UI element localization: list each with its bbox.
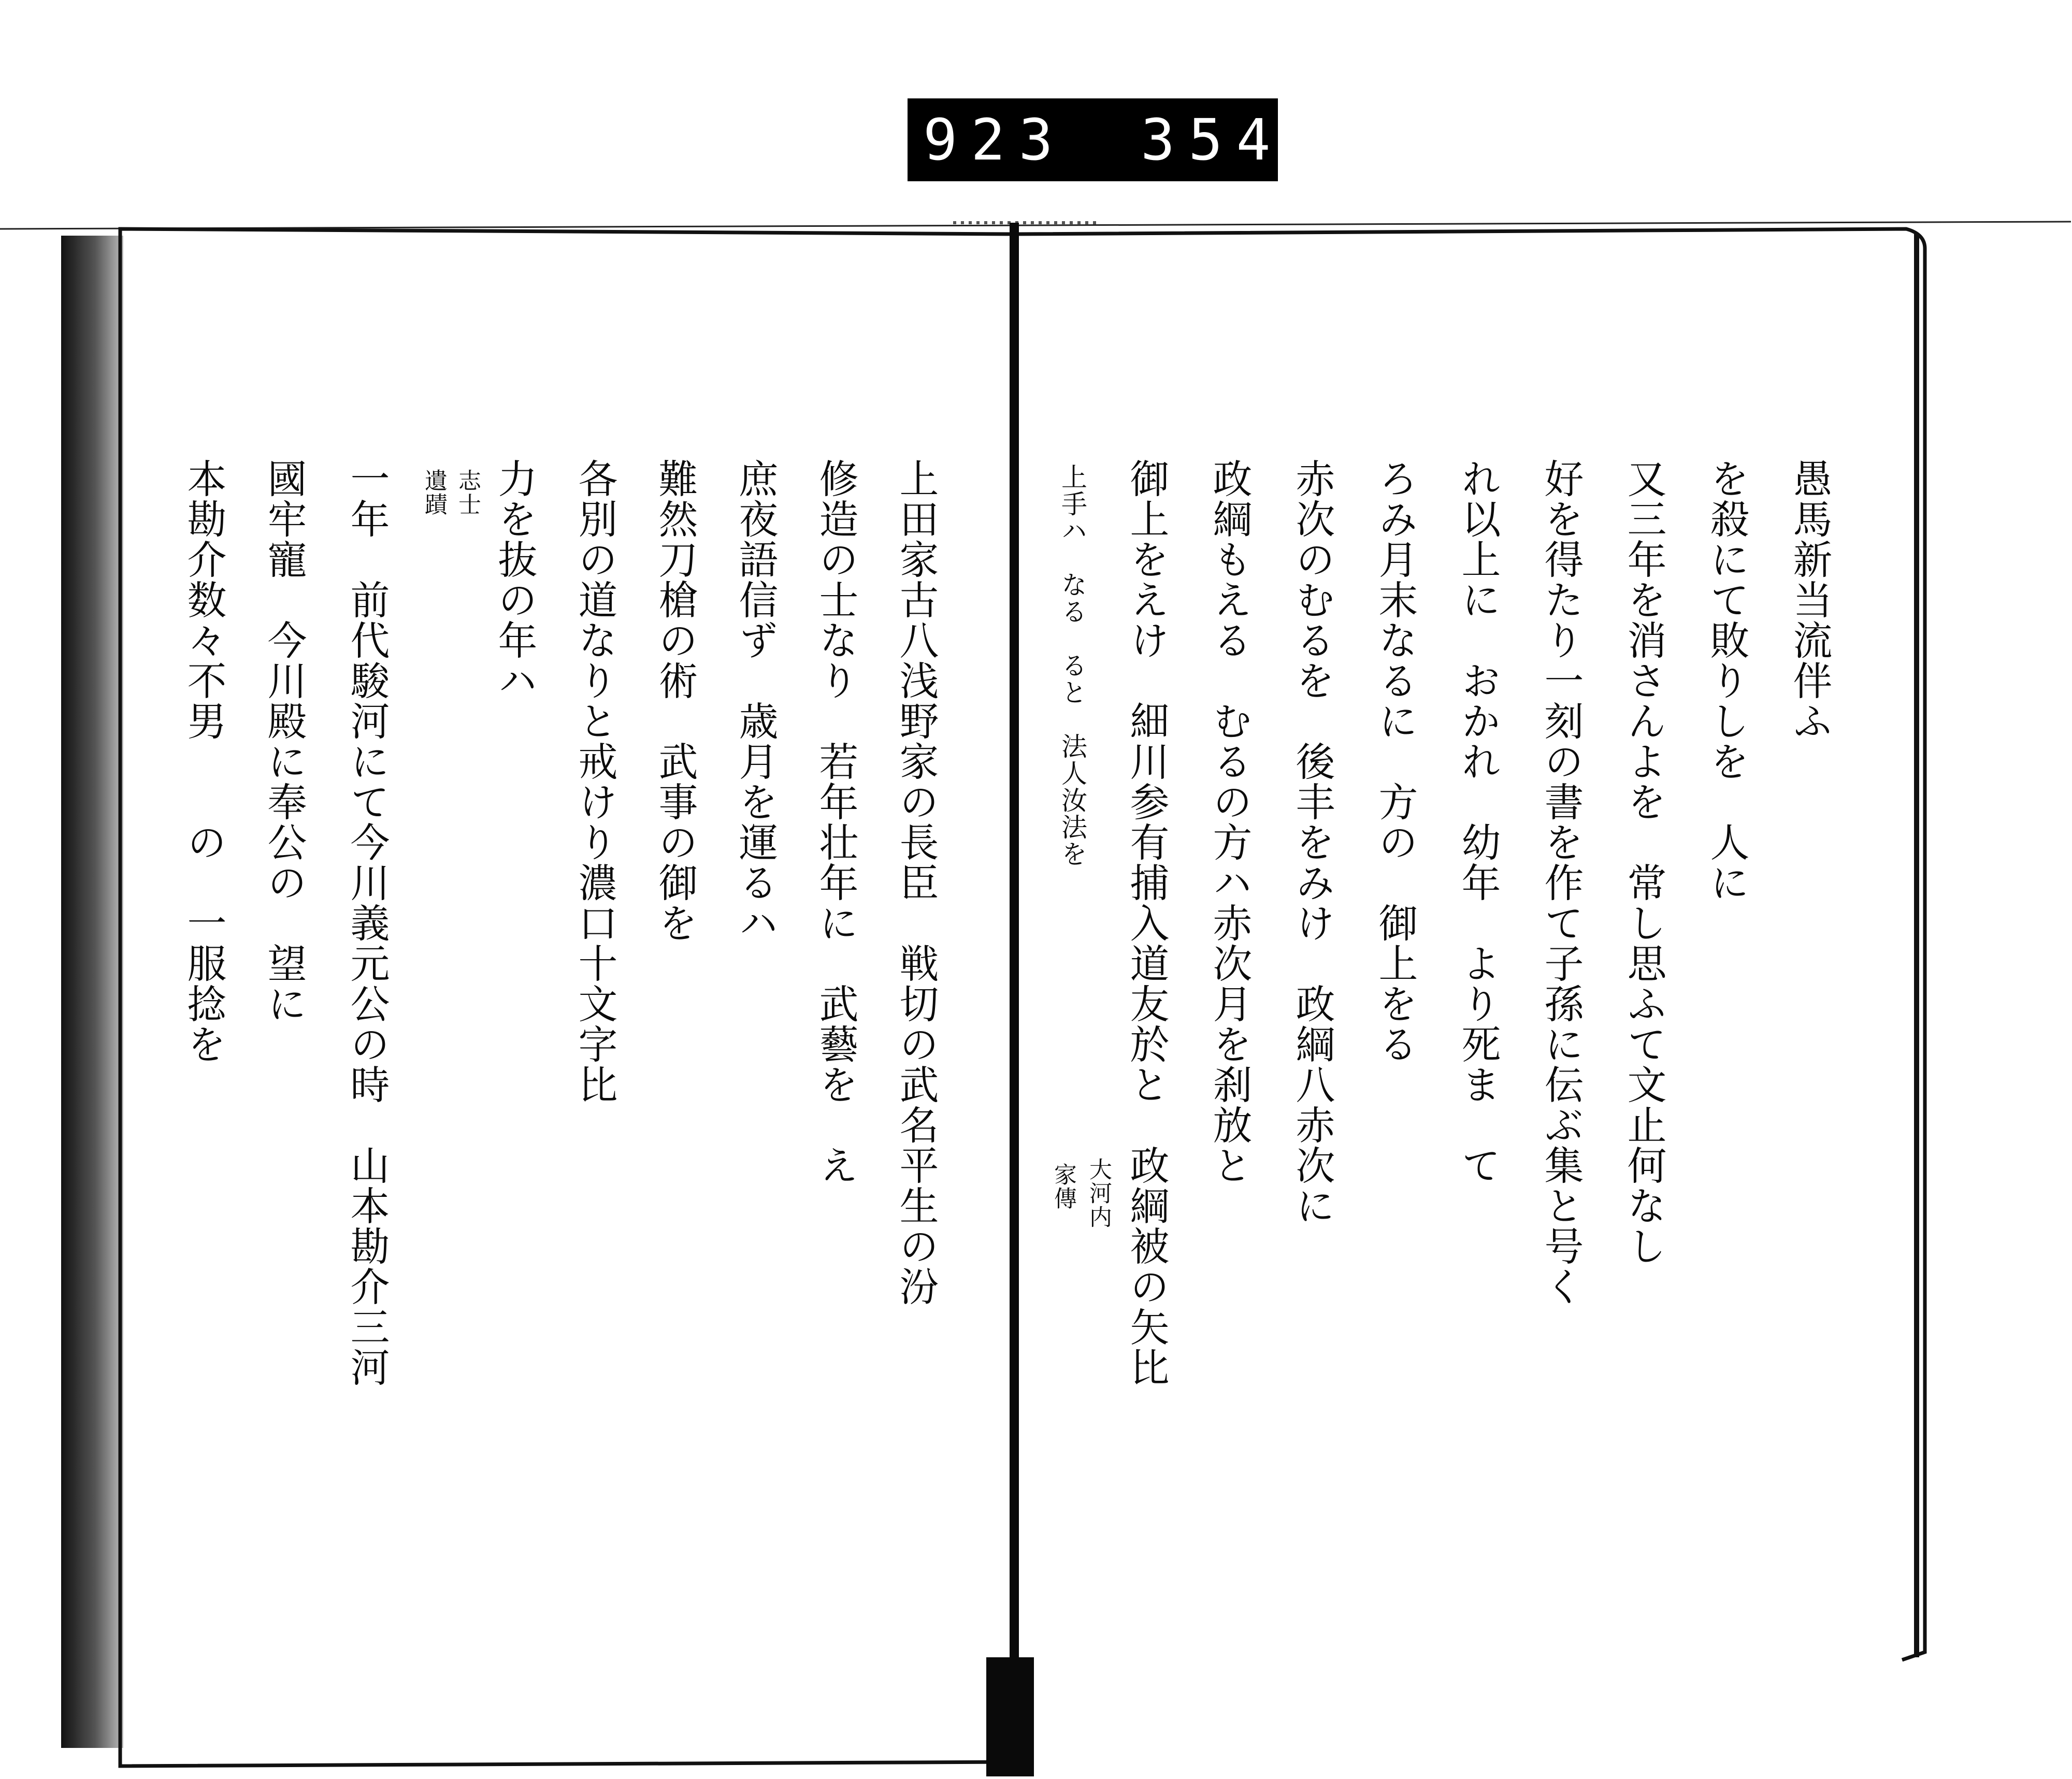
right-page-line-3: 又三年を消さんよを 常し思ふて文止何なし — [1621, 458, 1667, 1266]
right-page-line-10: 上手ハ なる ると 法人汝法を — [1057, 464, 1087, 867]
left-page-line-8: 國牢寵 今川殿に奉公の 望に — [261, 458, 307, 1024]
right-page-line-1: 愚馬新当流伴ふ — [1787, 458, 1833, 741]
left-page-line-7: 一年 前代駿河にて今川義元公の時 山本勘介三河 — [344, 458, 390, 1387]
right-page-line-9: 御上をえけ 細川参有捕入道友於と 政綱被の矢比 — [1124, 458, 1170, 1387]
right-page-line-4: 好を得たり一刻の書を作て子孫に伝ぶ集と号く — [1538, 458, 1584, 1307]
left-page-line-4: 難然刀槍の術 武事の御を — [652, 458, 698, 943]
left-page-line-9: 本勘介数々不男 の 一服捻を — [181, 458, 227, 1064]
left-page-line-1: 上田家古八浅野家の長臣 戦切の武名平生の汾 — [893, 458, 939, 1307]
right-page-line-5: れ以上に おかれ 幼年 より死ま て — [1455, 458, 1501, 1185]
left-page-line-2: 修造の士なり 若年壮年に 武藝を え — [813, 458, 859, 1185]
left-page-line-3: 庶夜語信ず 歳月を運るハ — [732, 458, 779, 943]
spine-binding-block — [986, 1657, 1034, 1776]
right-page-signature-1: 大河内 — [1085, 1158, 1112, 1229]
right-page-line-8: 政綱もえる むるの方ハ赤次月を刹放と — [1206, 458, 1253, 1185]
left-edge-shadow — [61, 236, 123, 1748]
left-page-line-5: 各別の道なりと戒けり濃口十文字比 — [572, 458, 618, 1105]
right-page-signature-2: 家傳 — [1050, 1163, 1076, 1210]
catalogue-number-left: 923 — [923, 107, 1067, 173]
right-page-line-2: を殺にて敗りしを 人に — [1704, 458, 1750, 903]
left-page-heading-2: 遺蹟 — [421, 469, 447, 516]
catalogue-number-right: 354 — [1141, 107, 1284, 173]
right-page-line-7: 赤次のむるを 後丰をみけ 政綱八赤次に — [1289, 458, 1335, 1226]
left-page-heading-1: 志士 — [454, 469, 481, 516]
catalogue-label — [908, 98, 1284, 181]
left-page-line-6: 力を抜の年ハ — [492, 458, 538, 701]
right-page-line-6: ろみ月末なるに 方の 御上をる — [1372, 458, 1418, 1064]
